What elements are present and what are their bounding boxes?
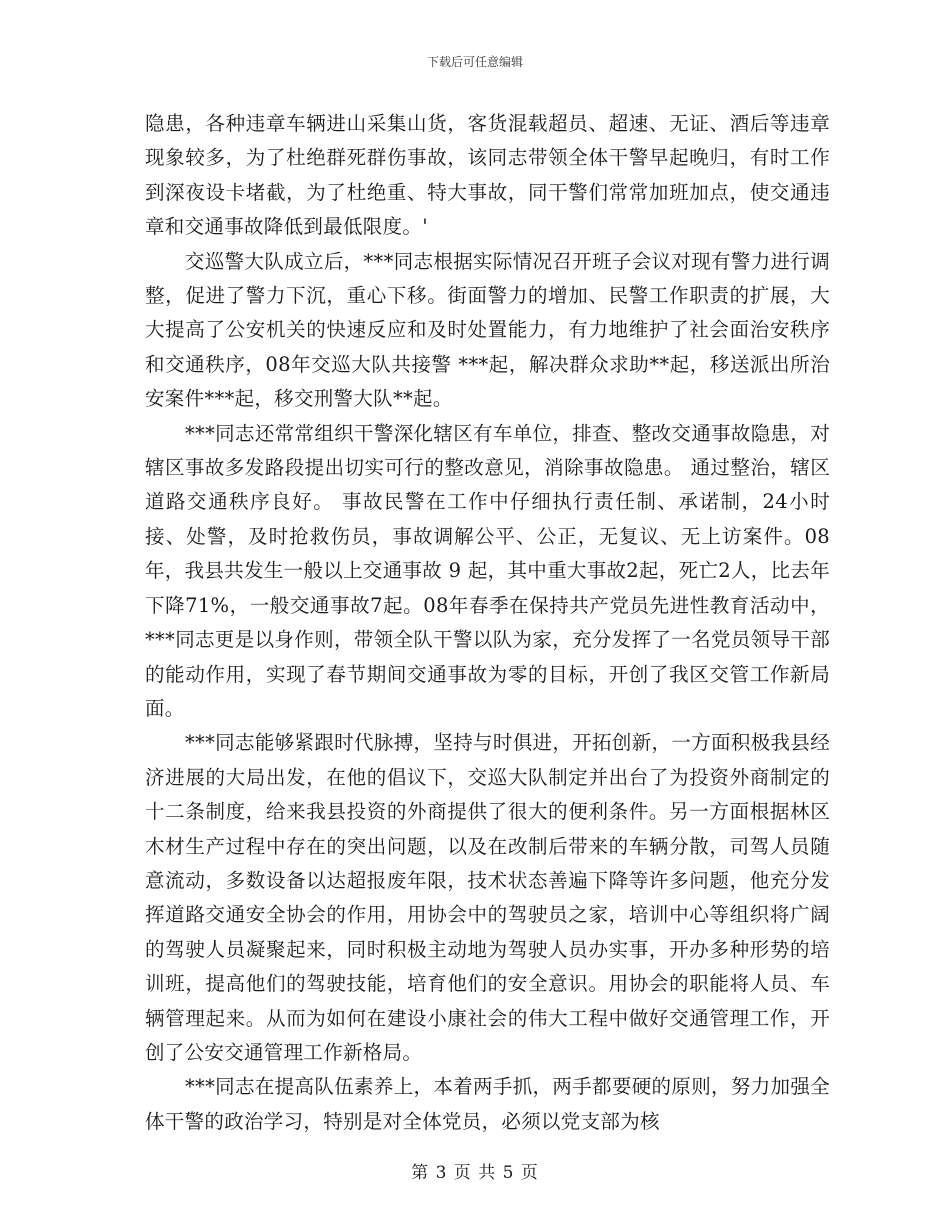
paragraph-1: 隐患，各种违章车辆进山采集山货，客货混载超员、超速、无证、酒后等违章现象较多，为了杜绝群死群伤事故，该同志带领全体干警早起晚归，有时工作到深夜设卡堵截，为了杜绝重、特大事故，同干警们常常加班加点，使交通违章和交通事故降低到最低限度。' — [145, 112, 830, 239]
page-number-footer: 第 3 页 共 5 页 — [411, 1163, 539, 1183]
paragraph-3: ***同志还常常组织干警深化辖区有车单位，排查、整改交通事故隐患，对辖区事故多发路段提出切实可行的整改意见，消除事故隐患。 通过整治，辖区道路交通秩序良好。 事故民警在工作中仔细执行责任制、承诺制，24小时接、处警，及时抢救伤员，事故调解公平、公正，无复议、无上访案件。08年，我县共发生一般以上交通事故 9 起，其中重大事故2起，死亡2人，比去年下降71%，一般交通事故7起。08年春季在保持共产党员先进性教育活动中，***同志更是以身作则，带领全队干警以队为家，充分发挥了一名党员领导干部的能动作用，实现了春节期间交通事故为零的目标，开创了我区交管工作新局面。 — [145, 421, 830, 720]
page-header-note: 下载后可任意编辑 — [426, 55, 523, 69]
paragraph-5: ***同志在提高队伍素养上，本着两手抓，两手都要硬的原则，努力加强全体干警的政治学习，特别是对全体党员，必须以党支部为核 — [145, 1075, 830, 1133]
document-body — [145, 107, 830, 1139]
paragraph-4: ***同志能够紧跟时代脉搏，坚持与时俱进，开拓创新，一方面积极我县经济进展的大局出发，在他的倡议下，交巡大队制定并出台了为投资外商制定的十二条制度，给来我县投资的外商提供了很大的便利条件。另一方面根据林区木材生产过程中存在的突出问题，以及在改制后带来的车辆分散，司驾人员随意流动，多数设备以达超报废年限，技术状态善遍下降等许多问题，他充分发挥道路交通安全协会的作用，用协会中的驾驶员之家，培训中心等组织将广阔的驾驶人员凝聚起来，同时积极主动地为驾驶人员办实事，开办多种形势的培训班，提高他们的驾驶技能，培育他们的安全意识。用协会的职能将人员、车辆管理起来。从而为如何在建设小康社会的伟大工程中做好交通管理工作，开创了公安交通管理工作新格局。 — [145, 731, 830, 1064]
paragraph-2: 交巡警大队成立后，***同志根据实际情况召开班子会议对现有警力进行调整，促进了警力下沉，重心下移。街面警力的增加、民警工作职责的扩展，大大提高了公安机关的快速反应和及时处置能力，有力地维护了社会面治安秩序和交通秩序，08年交巡大队共接警 ***起，解决群众求助**起，移送派出所治安案件***起，移交刑警大队**起。 — [145, 249, 830, 411]
